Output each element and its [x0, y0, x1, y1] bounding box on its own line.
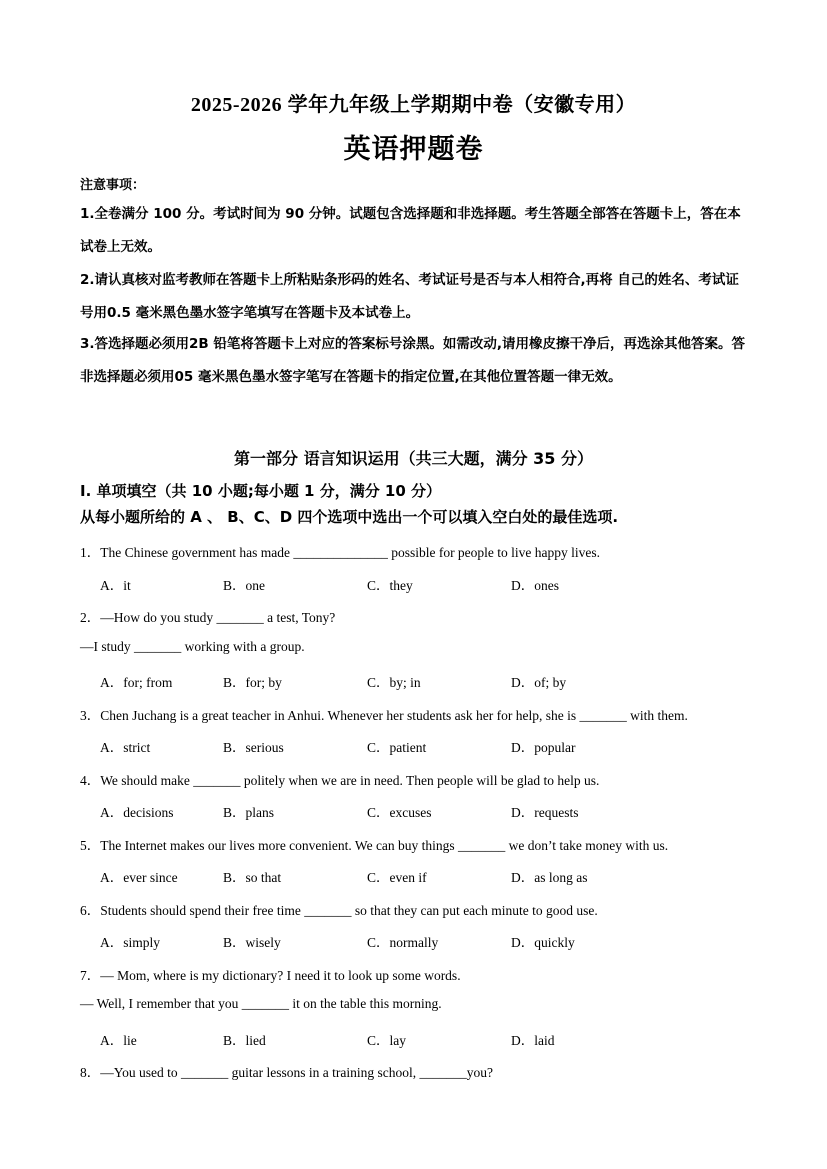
option-a: A．lie — [100, 1033, 137, 1048]
option-c: C．excuses — [367, 805, 432, 820]
option-b: B．plans — [223, 805, 275, 820]
option-a: A．decisions — [100, 805, 174, 820]
option-b: B．lied — [223, 1033, 266, 1048]
note-item: 3.答选择题必须用2B 铅笔将答题卡上对应的答案标号涂黑。如需改动,请用橡皮擦干净后，再选涂其他答案。答非选择题必须用05 毫米黑色墨水签字笔写在答题卡的指定位置,在其他位置答题一律无效。 — [80, 336, 746, 385]
question-stem: 2．—How do you study _______ a test, Tony? — [80, 610, 336, 625]
option-d: D．quickly — [511, 935, 575, 950]
option-a: A．strict — [100, 740, 151, 755]
option-d: D．requests — [511, 805, 579, 820]
option-d: D．laid — [511, 1033, 555, 1048]
question-stem: 1．The Chinese government has made ______________ possible for people to live happy lives. — [80, 545, 601, 560]
question-stem: 7．— Mom, where is my dictionary? I need it to look up some words. — [80, 968, 461, 983]
option-a: A．it — [100, 578, 131, 593]
question-stem: 5．The Internet makes our lives more convenient. We can buy things _______ we don’t take money with us. — [80, 838, 669, 853]
option-c: C．lay — [367, 1033, 406, 1048]
option-c: C．by; in — [367, 675, 421, 690]
exam-title: 2025-2026 学年九年级上学期期中卷（安徽专用） — [190, 94, 637, 116]
option-b: B．one — [223, 578, 265, 593]
question-stem-line: —I study _______ working with a group. — [80, 639, 305, 654]
option-d: D．ones — [511, 578, 559, 593]
option-a: A．for; from — [100, 675, 173, 690]
part-title: 第一部分 语言知识运用（共三大题，满分 35 分） — [234, 449, 593, 468]
notes-heading: 注意事项： — [80, 178, 146, 193]
question-stem: 8．—You used to _______ guitar lessons in a training school, _______you? — [80, 1065, 493, 1080]
option-b: B．so that — [223, 870, 282, 885]
option-c: C．they — [367, 578, 413, 593]
note-item: 2.请认真核对监考教师在答题卡上所粘贴条形码的姓名、考试证号是否与本人相符合,再将 自己的姓名、考试证号用0.5 毫米黑色墨水签字笔填写在答题卡及本试卷上。 — [80, 272, 739, 321]
section-instruction: 从每小题所给的 A 、 B、C、D 四个选项中选出一个可以填入空白处的最佳选项. — [80, 508, 619, 526]
section-title: I. 单项填空（共 10 小题;每小题 1 分，满分 10 分） — [80, 482, 442, 500]
option-c: C．even if — [367, 870, 427, 885]
option-b: B．for; by — [223, 675, 282, 690]
option-d: D．of; by — [511, 675, 567, 690]
exam-subtitle: 英语押题卷 — [343, 134, 484, 165]
option-c: C．patient — [367, 740, 427, 755]
option-d: D．as long as — [511, 870, 588, 885]
option-c: C．normally — [367, 935, 439, 950]
question-stem: 4．We should make _______ politely when we are in need. Then people will be glad to help us. — [80, 773, 600, 788]
question-stem-line: — Well, I remember that you _______ it on the table this morning. — [80, 996, 442, 1011]
question-stem: 3．Chen Juchang is a great teacher in Anhui. Whenever her students ask her for help, she is _______ with them. — [80, 708, 688, 723]
option-b: B．wisely — [223, 935, 281, 950]
option-a: A．simply — [100, 935, 161, 950]
option-d: D．popular — [511, 740, 576, 755]
question-stem: 6．Students should spend their free time _______ so that they can put each minute to good use. — [80, 903, 598, 918]
note-item: 1.全卷满分 100 分。考试时间为 90 分钟。试题包含选择题和非选择题。考生答题全部答在答题卡上，答在本试卷上无效。 — [80, 206, 741, 255]
option-a: A．ever since — [100, 870, 178, 885]
option-b: B．serious — [223, 740, 284, 755]
